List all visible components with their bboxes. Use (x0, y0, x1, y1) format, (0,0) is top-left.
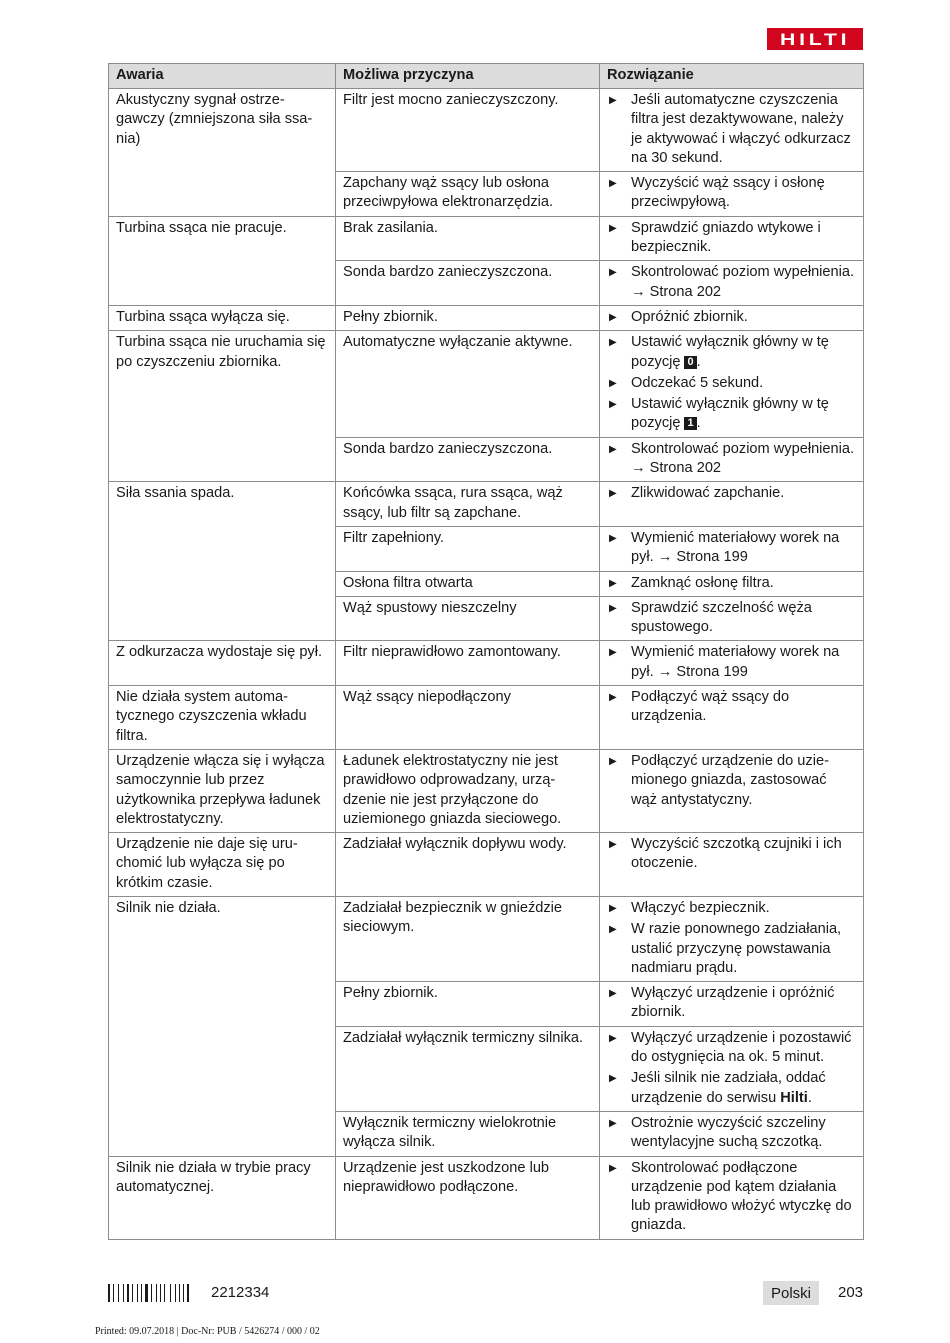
solution-list (607, 333, 856, 433)
solution-item: ▶ Ustawić wyłącznik główny w tę pozycję 0 . (609, 334, 829, 370)
solution-text: Wyłączyć urządzenie i pozostawić do ostygnięcia na ok. 5 minut. (631, 1029, 852, 1066)
barcode-bar (190, 1284, 192, 1302)
barcode-bar (127, 1284, 129, 1302)
solution-list (607, 308, 856, 327)
barcode-bar (187, 1284, 189, 1302)
logo-text: HILTI (779, 29, 851, 49)
cause-cell: Filtr jest mocno zanieczyszczony. (336, 89, 600, 172)
barcode-bar (179, 1284, 181, 1302)
solution-list (607, 1114, 856, 1153)
bullet-triangle-icon: ▶ (609, 337, 617, 349)
fault-cell: Silnik nie działa. (109, 896, 336, 1156)
bullet-triangle-icon: ▶ (609, 988, 617, 1000)
table-row (109, 1156, 864, 1239)
solution-item (607, 574, 856, 593)
solution-cell (600, 305, 864, 330)
solution-text: Skontrolować poziom wypełnienia. → Strona 202 (631, 440, 855, 477)
solution-cell (600, 1111, 864, 1156)
solution-item (607, 529, 856, 568)
solution-item (607, 263, 856, 302)
solution-cell (600, 526, 864, 571)
solution-list (607, 574, 856, 593)
solution-text: Opróżnić zbiornik. (631, 308, 748, 325)
solution-item (607, 308, 856, 327)
cause-cell: Wąż ssący niepodłączony (336, 686, 600, 750)
bullet-triangle-icon: ▶ (609, 647, 617, 659)
barcode-bar (108, 1284, 110, 1302)
solution-text: Sprawdzić gniazdo wtykowe i bezpiecznik. (631, 219, 821, 256)
fault-cell: Urządzenie nie daje się uruchomić lub wyłącza się po krótkim czasie. (109, 833, 336, 897)
barcode-bar (111, 1284, 112, 1302)
solution-text: Jeśli automatyczne czyszczenia filtra jest dezaktywowane, należy je aktywować i włączyć odkurzacz na 30 sekund. (631, 92, 851, 166)
barcode-bar (158, 1284, 159, 1302)
solution-cell (600, 172, 864, 217)
solution-item (607, 1114, 856, 1153)
barcode-bar (141, 1284, 142, 1302)
barcode-bar (118, 1284, 119, 1302)
fault-cell: Akustyczny sygnał ostrzegawczy (zmniejszona siła ssania) (109, 89, 336, 217)
solution-text: Skontrolować podłączone urządzenie pod kątem działania lub prawidłowo włożyć wtyczkę do gniazda. (631, 1159, 852, 1234)
solution-cell (600, 833, 864, 897)
solution-cell (600, 641, 864, 686)
solution-text: Zamknąć osłonę filtra. (631, 574, 774, 591)
solution-cell (600, 686, 864, 750)
cause-cell: Zadziałał wyłącznik dopływu wody. (336, 833, 600, 897)
language-label: Polski (770, 1284, 811, 1302)
barcode-bar (115, 1284, 117, 1302)
solution-list (607, 688, 856, 727)
solution-item (607, 174, 856, 213)
solution-item (607, 440, 856, 479)
barcode-bar (130, 1284, 131, 1302)
solution-item (607, 984, 856, 1023)
cause-cell: Filtr nieprawidłowo zamontowany. (336, 641, 600, 686)
barcode-bar (134, 1284, 136, 1302)
bullet-triangle-icon: ▶ (609, 488, 617, 500)
solution-text: Ustawić wyłącznik główny w tę pozycję (631, 334, 829, 370)
solution-text: Zlikwidować zapchanie. (631, 485, 785, 502)
solution-cell (600, 89, 864, 172)
barcode-bar (149, 1284, 150, 1302)
solution-text: Ustawić wyłącznik główny w tę pozycję (631, 396, 829, 432)
solution-list (607, 91, 856, 168)
solution-text: Włączyć bezpiecznik. (631, 899, 770, 916)
solution-cell (600, 896, 864, 981)
bullet-triangle-icon: ▶ (609, 443, 617, 455)
switch-position-icon: 0 (684, 356, 696, 369)
barcode-bar (183, 1284, 184, 1302)
solution-cell (600, 1156, 864, 1239)
solution-item (607, 752, 856, 810)
bullet-triangle-icon: ▶ (609, 222, 617, 234)
solution-item (607, 1069, 856, 1108)
solution-list (607, 1159, 856, 1236)
solution-text: Wyczyścić wąż ssący i osłonę przeciwpyłową. (631, 175, 825, 211)
solution-list (607, 484, 856, 503)
barcode-bar (156, 1284, 157, 1302)
barcode-bar (175, 1284, 176, 1302)
solution-item (607, 219, 856, 258)
solution-text: Wyłączyć urządzenie i opróżnić zbiornik. (631, 985, 835, 1021)
barcode-bar (137, 1284, 139, 1302)
solution-item (607, 599, 856, 638)
fault-cell: Nie działa system automatycznego czyszczenia wkładu filtra. (109, 686, 336, 750)
bullet-triangle-icon: ▶ (609, 902, 617, 914)
table-header-row (109, 64, 864, 89)
header-cause: Możliwa przyczyna (336, 64, 600, 89)
solution-list (607, 752, 856, 810)
bullet-triangle-icon: ▶ (609, 924, 617, 936)
barcode-bar (185, 1284, 186, 1302)
solution-list (607, 263, 856, 302)
bullet-triangle-icon: ▶ (609, 1073, 617, 1085)
table-body (109, 89, 864, 1240)
fault-cell: Turbina ssąca nie pracuje. (109, 216, 336, 305)
fault-cell: Z odkurzacza wydostaje się pył. (109, 641, 336, 686)
fault-cell: Urządzenie włącza się i wyłącza samoczynnie lub przez użytkownika przepływa ładunek elektrostatyczny. (109, 749, 336, 832)
bullet-triangle-icon: ▶ (609, 755, 617, 767)
bullet-triangle-icon: ▶ (609, 399, 617, 411)
cause-cell: Zadziałał wyłącznik termiczny silnika. (336, 1026, 600, 1111)
barcode-bar (170, 1284, 171, 1302)
solution-text: Podłączyć wąż ssący do urządzenia. (631, 689, 790, 725)
solution-text: Jeśli silnik nie zadziała, oddać urządzenie do serwisu Hilti. (631, 1070, 826, 1106)
solution-item (607, 643, 856, 682)
cause-cell: Filtr zapełniony. (336, 526, 600, 571)
solution-cell (600, 982, 864, 1027)
fault-cell: Siła ssania spada. (109, 482, 336, 641)
solution-item (607, 91, 856, 168)
solution-list (607, 440, 856, 479)
bullet-triangle-icon: ▶ (609, 1117, 617, 1129)
solution-item (607, 920, 856, 978)
solution-text: Skontrolować poziom wypełnienia. → Strona 202 (631, 264, 855, 300)
cause-cell: Urządzenie jest uszkodzone lub nieprawidłowo podłączone. (336, 1156, 600, 1239)
barcode-bar (177, 1284, 178, 1302)
solution-cell (600, 331, 864, 437)
barcode-bar (153, 1284, 155, 1302)
bullet-triangle-icon: ▶ (609, 1162, 617, 1174)
solution-cell (600, 437, 864, 482)
barcode-bar (132, 1284, 133, 1302)
solution-text: Odczekać 5 sekund. (631, 374, 764, 391)
hilti-logo (767, 28, 863, 50)
solution-list (607, 219, 856, 258)
bullet-triangle-icon: ▶ (609, 532, 617, 544)
bullet-triangle-icon: ▶ (609, 311, 617, 323)
solution-text: W razie ponownego zadziałania, ustalić przyczynę powstawania nadmiaru prądu. (631, 921, 842, 976)
cause-cell: Wyłącznik termiczny wielokrotnie wyłącza silnik. (336, 1111, 600, 1156)
solution-list (607, 984, 856, 1023)
solution-cell (600, 1026, 864, 1111)
cause-cell: Ładunek elektrostatyczny nie jest prawidłowo odprowadzany, urządzenie nie jest przyłączone do uziemionego gniazda sieciowego. (336, 749, 600, 832)
cause-cell: Zadziałał bezpiecznik w gnieździe sieciowym. (336, 896, 600, 981)
solution-item (607, 1159, 856, 1236)
table-row (109, 305, 864, 330)
solution-item (607, 835, 856, 874)
header-fault: Awaria (109, 64, 336, 89)
barcode-bar (139, 1284, 140, 1302)
barcode-bar (151, 1284, 152, 1302)
printed-info: Printed: 09.07.2018 | Doc-Nr: PUB / 5426274 / 000 / 02 (95, 1326, 320, 1337)
solution-list (607, 1029, 856, 1108)
solution-list (607, 529, 856, 568)
solution-list (607, 643, 856, 682)
barcode-bar (181, 1284, 182, 1302)
cause-cell: Sonda bardzo zanieczyszczona. (336, 437, 600, 482)
barcode-bar (145, 1284, 148, 1302)
solution-text: Wyczyścić szczotką czujniki i ich otoczenie. (631, 836, 842, 872)
bullet-triangle-icon: ▶ (609, 839, 617, 851)
bullet-triangle-icon: ▶ (609, 602, 617, 614)
table-row (109, 331, 864, 437)
cause-cell: Zapchany wąż ssący lub osłona przeciwpyłowa elektronarzędzia. (336, 172, 600, 217)
barcode-bar (160, 1284, 162, 1302)
table-row (109, 641, 864, 686)
cause-cell: Sonda bardzo zanieczyszczona. (336, 261, 600, 306)
cause-cell: Pełny zbiornik. (336, 982, 600, 1027)
cause-cell: Automatyczne wyłączanie aktywne. (336, 331, 600, 437)
page-number: 203 (838, 1284, 864, 1301)
barcode-bar (125, 1284, 126, 1302)
fault-cell: Turbina ssąca wyłącza się. (109, 305, 336, 330)
fault-cell: Turbina ssąca nie uruchamia się po czyszczeniu zbiornika. (109, 331, 336, 482)
language-badge (763, 1281, 819, 1305)
table-row (109, 686, 864, 750)
bullet-triangle-icon: ▶ (609, 95, 617, 106)
solution-list (607, 599, 856, 638)
bullet-triangle-icon: ▶ (609, 692, 617, 704)
solution-text: Podłączyć urządzenie do uziemionego gniazda, zastosować wąż antystatyczny. (631, 752, 829, 808)
barcode-bar (143, 1284, 144, 1302)
cause-cell: Osłona filtra otwarta (336, 571, 600, 596)
solution-cell (600, 596, 864, 641)
solution-text: Wymienić materiałowy worek na pył. → Strona 199 (631, 529, 840, 566)
header-solution: Rozwiązanie (600, 64, 864, 89)
cause-cell: Wąż spustowy nieszczelny (336, 596, 600, 641)
solution-text: Sprawdzić szczelność węża spustowego. (631, 599, 812, 636)
solution-cell (600, 749, 864, 832)
bullet-triangle-icon: ▶ (609, 178, 617, 190)
barcode-bar (162, 1284, 163, 1302)
solution-text: Ostrożnie wyczyścić szczeliny wentylacyjne suchą szczotką. (631, 1114, 826, 1151)
table-row (109, 896, 864, 981)
cause-cell: Brak zasilania. (336, 216, 600, 261)
cause-cell: Końcówka ssąca, rura ssąca, wąż ssący, lub filtr są zapchane. (336, 482, 600, 527)
solution-item (607, 1029, 856, 1068)
solution-cell (600, 216, 864, 261)
doc-number: 2212334 (211, 1284, 270, 1301)
solution-cell (600, 571, 864, 596)
solution-list (607, 835, 856, 874)
table-row (109, 749, 864, 832)
bullet-triangle-icon: ▶ (609, 577, 617, 589)
solution-list (607, 174, 856, 213)
barcode-bar (166, 1284, 169, 1302)
solution-item: ▶ Ustawić wyłącznik główny w tę pozycję 1 . (609, 396, 829, 432)
barcode-bar (113, 1284, 114, 1302)
solution-item (607, 899, 856, 918)
solution-list (607, 899, 856, 978)
switch-position-icon: 1 (684, 417, 696, 430)
troubleshooting-table (108, 63, 864, 1240)
barcode-bar (123, 1284, 124, 1302)
barcode-bar (164, 1284, 165, 1302)
table-row (109, 89, 864, 172)
solution-cell (600, 261, 864, 306)
solution-text: Wymienić materiałowy worek na pył. → Strona 199 (631, 644, 840, 680)
table-row (109, 216, 864, 261)
solution-item (607, 374, 856, 393)
solution-cell (600, 482, 864, 527)
table-row (109, 482, 864, 527)
table-row (109, 833, 864, 897)
barcode (108, 1284, 192, 1302)
bullet-triangle-icon: ▶ (609, 1032, 617, 1044)
solution-item (607, 688, 856, 727)
bullet-triangle-icon: ▶ (609, 267, 617, 279)
cause-cell: Pełny zbiornik. (336, 305, 600, 330)
bullet-triangle-icon: ▶ (609, 377, 617, 389)
fault-cell: Silnik nie działa w trybie pracy automatycznej. (109, 1156, 336, 1239)
barcode-bar (172, 1284, 174, 1302)
solution-item (607, 484, 856, 503)
barcode-bar (119, 1284, 122, 1302)
